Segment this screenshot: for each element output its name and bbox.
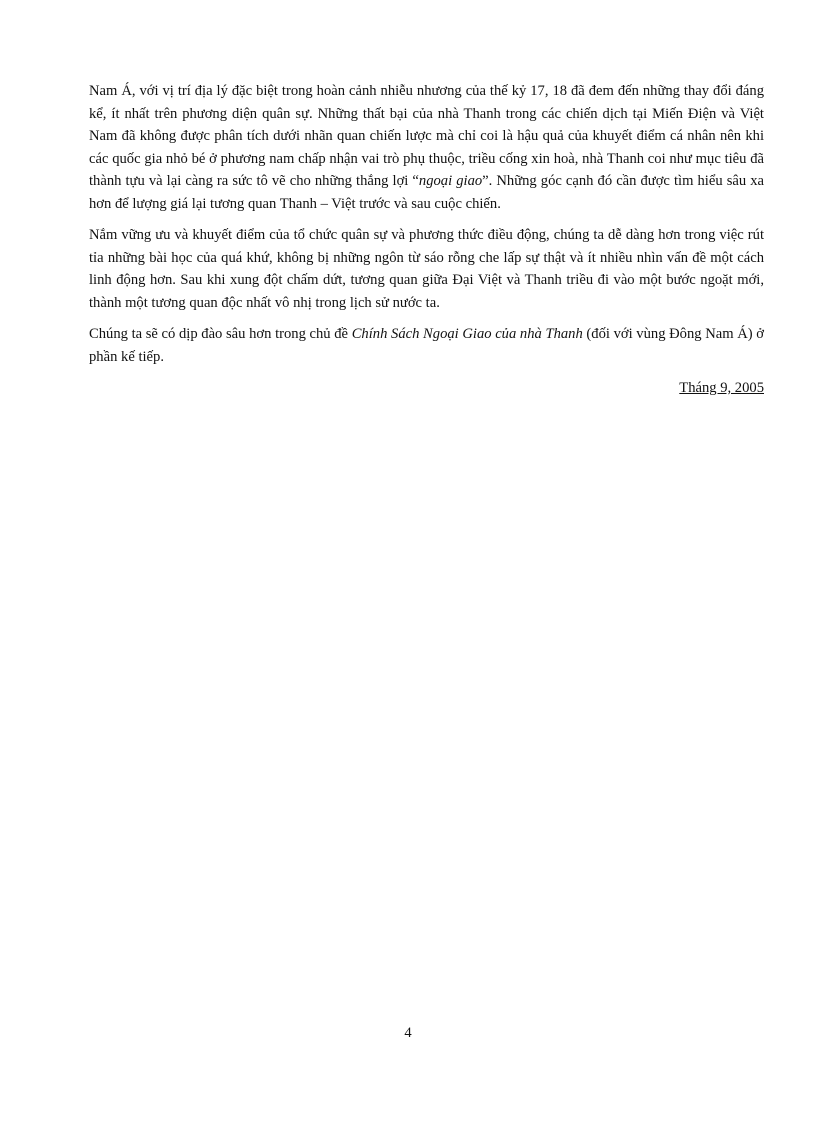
paragraph-3-italic: Chính Sách Ngoại Giao của nhà Thanh: [351, 326, 583, 342]
page-number: 4: [404, 1025, 412, 1041]
paragraph-3-end: (đối với vùng Đông Nam Á) ở phần kế tiếp.: [89, 326, 765, 365]
date-signoff: Tháng 9, 2005: [679, 380, 764, 396]
signoff: [89, 377, 764, 400]
body-text: [89, 80, 764, 400]
paragraph-1: [89, 80, 764, 215]
paragraph-3: [89, 323, 764, 368]
paragraph-2: [89, 224, 764, 314]
paragraph-3-start: Chúng ta sẽ có dịp đào sâu hơn trong chủ đề: [89, 326, 352, 342]
paragraph-2-text: Nắm vững ưu và khuyết điểm của tổ chức quân sự và phương thức điều động, chúng ta dễ dàng hơn trong việc rút tỉa những bài học của quá khứ, không bị những ngôn từ sáo rỗng che lấp sự thật và ít nhiều nhìn vấn đề một cách linh động hơn. Sau khi xung đột chấm dứt, tương quan giữa Đại Việt và Thanh triều đi vào một bước ngoặt mới, thành một tương quan độc nhất vô nhị trong lịch sử nước ta.: [89, 227, 764, 311]
paragraph-1-italic: ngoại giao: [418, 173, 483, 189]
paragraph-1-text: Nam Á, với vị trí địa lý đặc biệt trong hoàn cảnh nhiễu nhương của thế kỷ 17, 18 đã đem đến những thay đổi đáng kể, ít nhất trên phương diện quân sự. Những thất bại của nhà Thanh trong các chiến dịch tại Miến Điện và Việt Nam đã không được phân tích dưới nhãn quan chiến lược mà chỉ coi là hậu quả của khuyết điểm cá nhân nên khi các quốc gia nhỏ bé ở phương nam chấp nhận vai trò phụ thuộc, triều cống xin hoà, nhà Thanh coi như mục tiêu đã thành tựu và lại càng ra sức tô vẽ cho những thắng lợi “: [89, 83, 764, 189]
paragraph-1-end: ”. Những góc cạnh đó cần được tìm hiểu sâu xa hơn để lượng giá lại tương quan Thanh – Việt trước và sau cuộc chiến.: [89, 173, 764, 212]
